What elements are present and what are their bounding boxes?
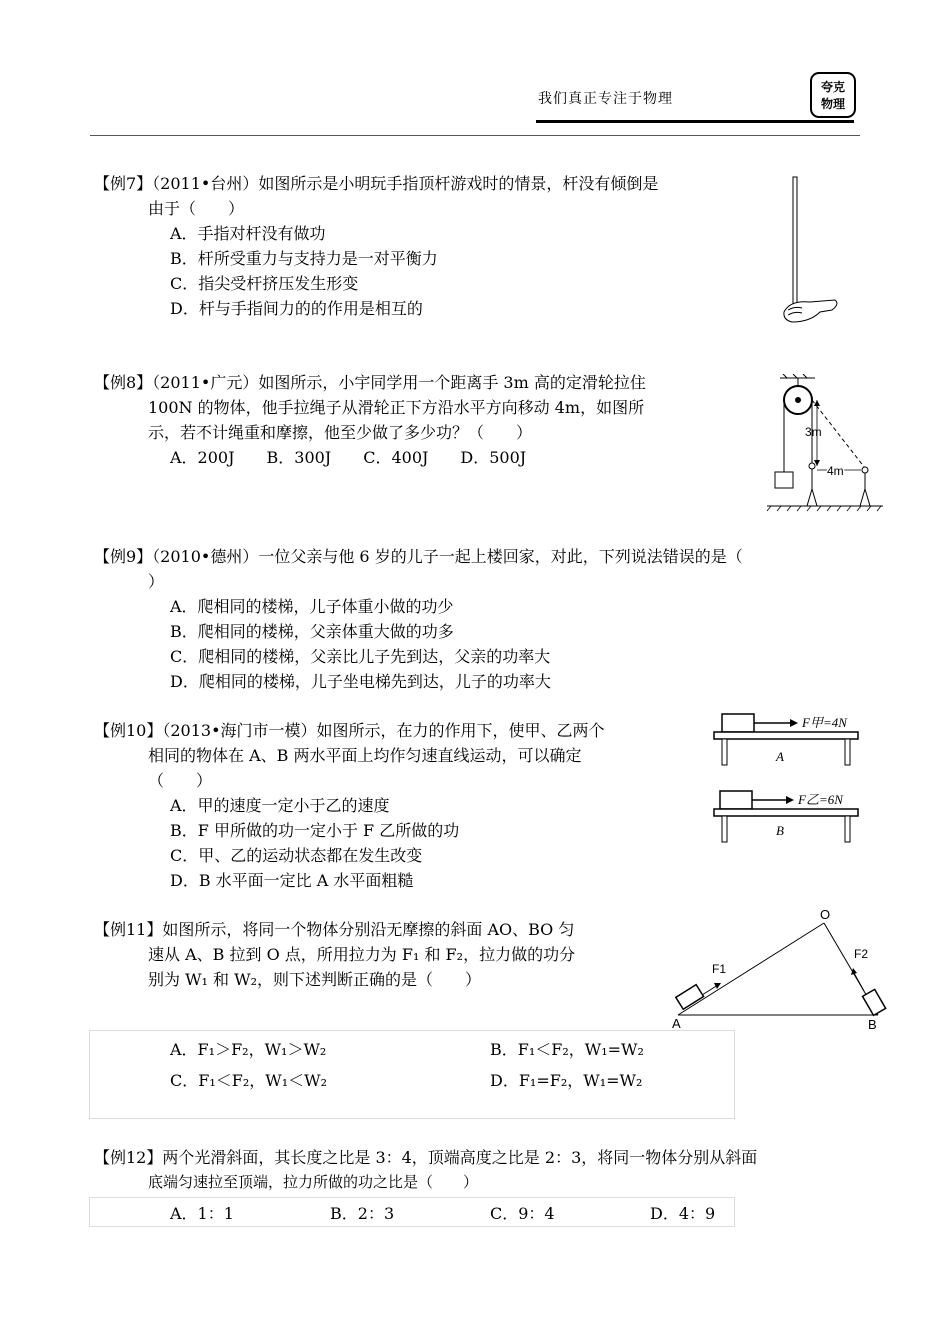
option-c: C．F₁＜F₂，W₁＜W₂: [170, 1071, 327, 1090]
option-b: B．杆所受重力与支持力是一对平衡力: [170, 249, 438, 268]
question-text: 由于（ ）: [148, 199, 245, 218]
question-9: [94, 544, 743, 694]
option-b: B．爬相同的楼梯，父亲体重大做的功多: [170, 622, 454, 641]
figure-table-a: [712, 708, 862, 770]
question-text: 示，若不计绳重和摩擦，他至少做了多少功？（ ）: [148, 423, 533, 442]
option-b: B．F 甲所做的功一定小于 F 乙所做的功: [170, 821, 460, 840]
option-b: B．2：3: [330, 1204, 395, 1223]
question-text: （ ）: [148, 771, 213, 790]
question-text: 相同的物体在 A、B 两水平面上均作匀速直线运动，可以确定: [148, 746, 582, 765]
question-text: 别为 W₁ 和 W₂，则下述判断正确的是（ ）: [148, 970, 481, 989]
question-text: 【例11】如图所示，将同一个物体分别沿无摩擦的斜面 AO、BO 匀: [94, 920, 575, 939]
figure-finger-rod: [780, 172, 850, 332]
option-a: A．爬相同的楼梯，儿子体重小做的功少: [170, 597, 454, 616]
option-c: C．9：4: [490, 1204, 555, 1223]
question-8: [94, 370, 646, 470]
header-slogan: 我们真正专注于物理: [538, 91, 673, 107]
question-text: 底端匀速拉至顶端，拉力所做的功之比是（ ）: [148, 1173, 479, 1191]
option-d: D．爬相同的楼梯，儿子坐电梯先到达，儿子的功率大: [170, 672, 551, 691]
logo-line-1: 夸克: [820, 80, 845, 94]
option-c: C．爬相同的楼梯，父亲比儿子先到达，父亲的功率大: [170, 647, 551, 666]
options-inline: A．200J B．300J C．400J D．500J: [170, 448, 527, 467]
label-o: O: [820, 907, 831, 922]
force-label-a: F甲=4N: [802, 715, 847, 730]
option-b: B．F₁＜F₂，W₁=W₂: [490, 1040, 644, 1059]
label-f1: F1: [712, 962, 727, 976]
question-7: [94, 171, 658, 321]
brand-logo: [810, 72, 856, 118]
question-10: [94, 718, 605, 893]
question-12: [94, 1145, 757, 1195]
label-distance: 4m: [827, 464, 844, 478]
question-text: 【例7】（2011•台州）如图所示是小明玩手指顶杆游戏时的情景，杆没有倾倒是: [94, 174, 659, 193]
question-text: 100N 的物体，他手拉绳子从滑轮正下方沿水平方向移动 4m，如图所: [148, 398, 645, 417]
surface-label-b: B: [776, 823, 784, 838]
option-a: A．甲的速度一定小于乙的速度: [170, 796, 390, 815]
label-height: 3m: [805, 425, 822, 439]
force-label-b: F乙=6N: [798, 792, 843, 807]
question-text: ）: [148, 572, 165, 591]
option-c: C．指尖受杆挤压发生形变: [170, 274, 359, 293]
question-text: 【例8】（2011•广元）如图所示，小宇同学用一个距离手 3m 高的定滑轮拉住: [94, 373, 646, 392]
option-d: D．4：9: [650, 1204, 716, 1223]
question-text: 【例10】（2013•海门市一模）如图所示，在力的作用下，使甲、乙两个: [94, 721, 605, 740]
option-c: C．甲、乙的运动状态都在发生改变: [170, 846, 423, 865]
figure-pulley: [765, 374, 885, 514]
label-b: B: [868, 1017, 877, 1032]
header-rule: [90, 135, 860, 136]
surface-label-a: A: [776, 749, 784, 764]
figure-table-b: [712, 785, 862, 847]
question-text: 【例9】（2010•德州）一位父亲与他 6 岁的儿子一起上楼回家，对此，下列说法错误的是（: [94, 547, 743, 566]
option-d: D．F₁=F₂，W₁=W₂: [490, 1071, 643, 1090]
logo-line-2: 物理: [820, 97, 845, 111]
option-a: A．1：1: [170, 1204, 234, 1223]
option-a: A．F₁＞F₂，W₁＞W₂: [170, 1040, 327, 1059]
question-text: 速从 A、B 拉到 O 点，所用拉力为 F₁ 和 F₂，拉力做的功分: [148, 945, 576, 964]
options-row-12: [89, 1197, 735, 1227]
label-f2: F2: [854, 947, 869, 961]
label-a: A: [672, 1016, 681, 1031]
question-text: 【例12】两个光滑斜面，其长度之比是 3：4，顶端高度之比是 2：3，将同一物体分别从斜面: [94, 1148, 758, 1167]
option-a: A．手指对杆没有做功: [170, 224, 326, 243]
header-underline: [536, 120, 854, 123]
option-d: D．B 水平面一定比 A 水平面粗糙: [170, 871, 414, 890]
options-grid-11: [89, 1030, 735, 1119]
option-d: D．杆与手指间力的的作用是相互的: [170, 299, 423, 318]
figure-inclines: [668, 905, 888, 1033]
question-11: [94, 917, 575, 992]
